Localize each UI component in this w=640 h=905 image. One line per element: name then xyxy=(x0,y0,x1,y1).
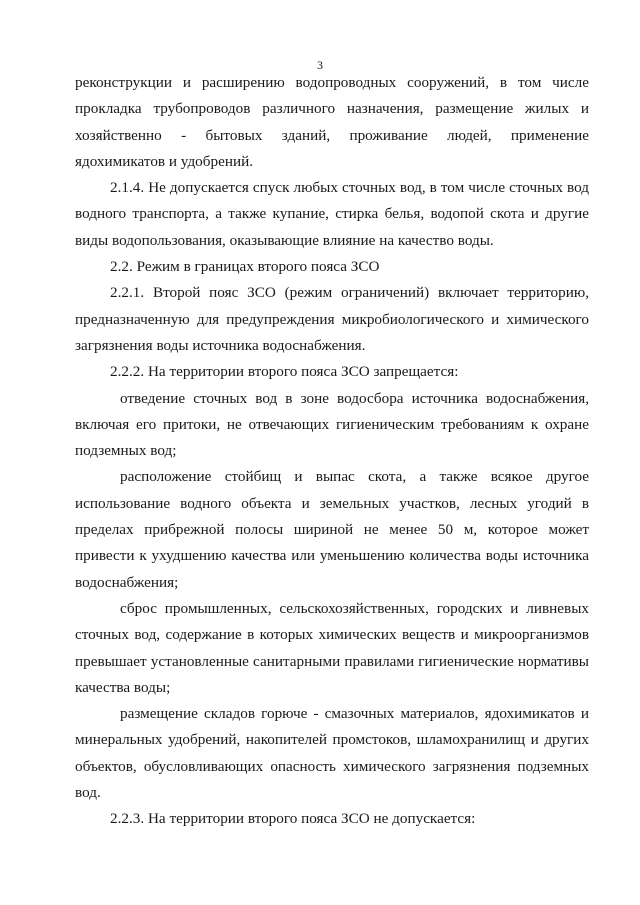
section-heading-2-2: 2.2. Режим в границах второго пояса ЗСО xyxy=(110,258,380,276)
page-number: 3 xyxy=(317,58,323,72)
paragraph-2-2-3: 2.2.3. На территории второго пояса ЗСО не допускается: xyxy=(110,810,476,828)
paragraph-continuation: реконструкции и расширению водопроводных сооружений, в том числе прокладка трубопроводов различного назначения, размещение жилых и хозяйственно - бытовых зданий, проживание людей, применение ядохимикатов и удобрений. xyxy=(75,74,589,170)
paragraph-2-2-1: 2.2.1. Второй пояс ЗСО (режим ограничений) включает территорию, предназначенную для предупреждения микробиологического и химического загрязнения воды источника водоснабжения. xyxy=(75,284,589,354)
paragraph-2-2-2: 2.2.2. На территории второго пояса ЗСО запрещается: xyxy=(110,363,459,381)
document-body xyxy=(75,70,589,833)
list-item-livestock-grazing: расположение стойбищ и выпас скота, а также всякое другое использование водного объекта и земельных участков, лесных угодий в пределах прибрежной полосы шириной не менее 50 м, которое может привести к ухудшению качества или уменьшению количества воды источника водоснабжения; xyxy=(75,468,589,591)
list-item-wastewater-discharge: отведение сточных вод в зоне водосбора источника водоснабжения, включая его притоки, не отвечающих гигиеническим требованиям к охране подземных вод; xyxy=(75,389,589,460)
list-item-industrial-discharge: сброс промышленных, сельскохозяйственных, городских и ливневых сточных вод, содержание в которых химических веществ и микроорганизмов превышает установленные санитарными правилами гигиенические нормативы качества воды; xyxy=(75,599,589,696)
list-item-fuel-storage: размещение складов горюче - смазочных материалов, ядохимикатов и минеральных удобрений, накопителей промстоков, шламохранилищ и других объектов, обусловливающих опасность химического загрязнения подземных вод. xyxy=(75,705,589,802)
paragraph-2-1-4: 2.1.4. Не допускается спуск любых сточных вод, в том числе сточных вод водного транспорта, а также купание, стирка белья, водопой скота и другие виды водопользования, оказывающие влияние на качество воды. xyxy=(75,179,589,249)
